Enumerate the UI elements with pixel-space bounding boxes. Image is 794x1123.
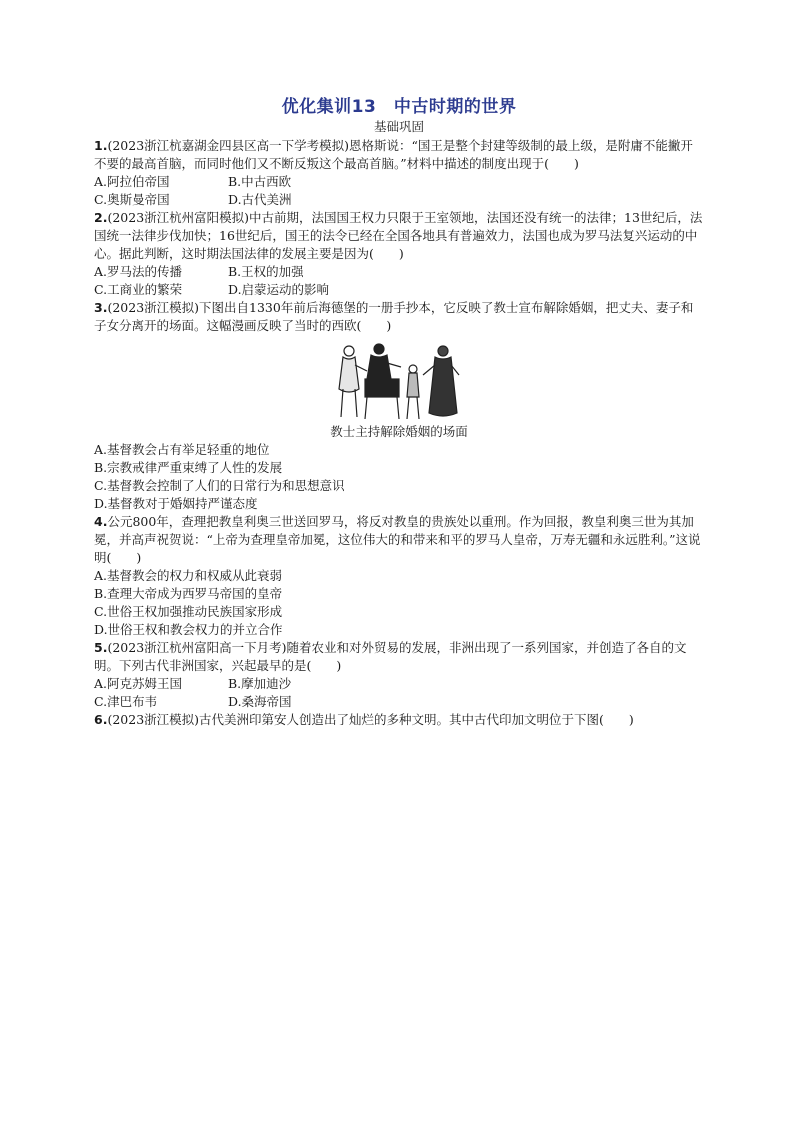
question-stem: (2023浙江杭州富阳高一下月考)随着农业和对外贸易的发展，非洲出现了一系列国家，并创造了各自的文明。下列古代非洲国家，兴起最早的是( ) <box>94 640 687 673</box>
option-d: D.启蒙运动的影响 <box>228 282 330 297</box>
question-2 <box>94 209 704 299</box>
question-number: 1. <box>94 138 108 153</box>
question-number: 6. <box>94 712 108 727</box>
options <box>94 263 704 299</box>
question-number: 4. <box>94 514 108 529</box>
question-stem: (2023浙江杭嘉湖金四县区高一下学考模拟)恩格斯说：“国王是整个封建等级制的最上级，是附庸不能撇开不要的最高首脑，而同时他们又不断反叛这个最高首脑。”材料中描述的制度出现于( ) <box>94 138 693 171</box>
options <box>94 567 704 639</box>
options <box>94 441 704 513</box>
figure-caption: 教士主持解除婚姻的场面 <box>330 424 468 439</box>
figure <box>94 339 704 441</box>
question-stem: 公元800年，查理把教皇利奥三世送回罗马，将反对教皇的贵族处以重刑。作为回报，教皇利奥三世为其加冕，并高声祝贺说：“上帝为查理皇帝加冕，这位伟大的和带来和平的罗马人皇帝，万寿无疆和永远胜利。”这说明( ) <box>94 514 701 565</box>
option-b: B.摩加迪沙 <box>228 676 292 691</box>
question-number: 3. <box>94 300 108 315</box>
question-stem: (2023浙江模拟)下图出自1330年前后海德堡的一册手抄本，它反映了教士宣布解除婚姻，把丈夫、妻子和子女分离开的场面。这幅漫画反映了当时的西欧( ) <box>94 300 694 333</box>
options <box>94 675 704 711</box>
option-c: C.津巴布韦 <box>94 694 158 709</box>
options <box>94 173 704 209</box>
option-c: C.奥斯曼帝国 <box>94 192 170 207</box>
option-d: D.古代美洲 <box>228 192 292 207</box>
question-number: 2. <box>94 210 108 225</box>
manuscript-illustration <box>329 339 469 421</box>
page-title: 优化集训13 中古时期的世界 <box>281 97 517 117</box>
option-a: A.阿拉伯帝国 <box>94 174 170 189</box>
option-d: D.桑海帝国 <box>228 694 292 709</box>
question-1 <box>94 137 704 209</box>
question-5 <box>94 639 704 711</box>
option-c: C.工商业的繁荣 <box>94 282 183 297</box>
option-c: C.世俗王权加强推动民族国家形成 <box>94 604 283 619</box>
option-c: C.基督教会控制了人们的日常行为和思想意识 <box>94 478 345 493</box>
option-d: D.基督教对于婚姻持严谨态度 <box>94 496 258 511</box>
question-4 <box>94 513 704 639</box>
option-b: B.查理大帝成为西罗马帝国的皇帝 <box>94 586 283 601</box>
question-stem: (2023浙江杭州富阳模拟)中古前期，法国国王权力只限于王室领地，法国还没有统一的法律；13世纪后，法国统一法律步伐加快；16世纪后，国王的法令已经在全国各地具有普遍效力，法国也成为罗马法复兴运动的中心。据此判断，这时期法国法律的发展主要是因为( ) <box>94 210 703 261</box>
question-6 <box>94 711 704 729</box>
section-heading: 基础巩固 <box>373 119 424 134</box>
document-page <box>94 96 704 729</box>
question-3 <box>94 299 704 513</box>
option-a: A.基督教会占有举足轻重的地位 <box>94 442 270 457</box>
option-b: B.中古西欧 <box>228 174 292 189</box>
option-b: B.王权的加强 <box>228 264 304 279</box>
question-number: 5. <box>94 640 108 655</box>
option-a: A.基督教会的权力和权威从此衰弱 <box>94 568 283 583</box>
option-d: D.世俗王权和教会权力的并立合作 <box>94 622 283 637</box>
option-a: A.罗马法的传播 <box>94 264 183 279</box>
option-a: A.阿克苏姆王国 <box>94 676 183 691</box>
option-b: B.宗教戒律严重束缚了人性的发展 <box>94 460 283 475</box>
question-stem: (2023浙江模拟)古代美洲印第安人创造出了灿烂的多种文明。其中古代印加文明位于下图( ) <box>107 712 634 727</box>
